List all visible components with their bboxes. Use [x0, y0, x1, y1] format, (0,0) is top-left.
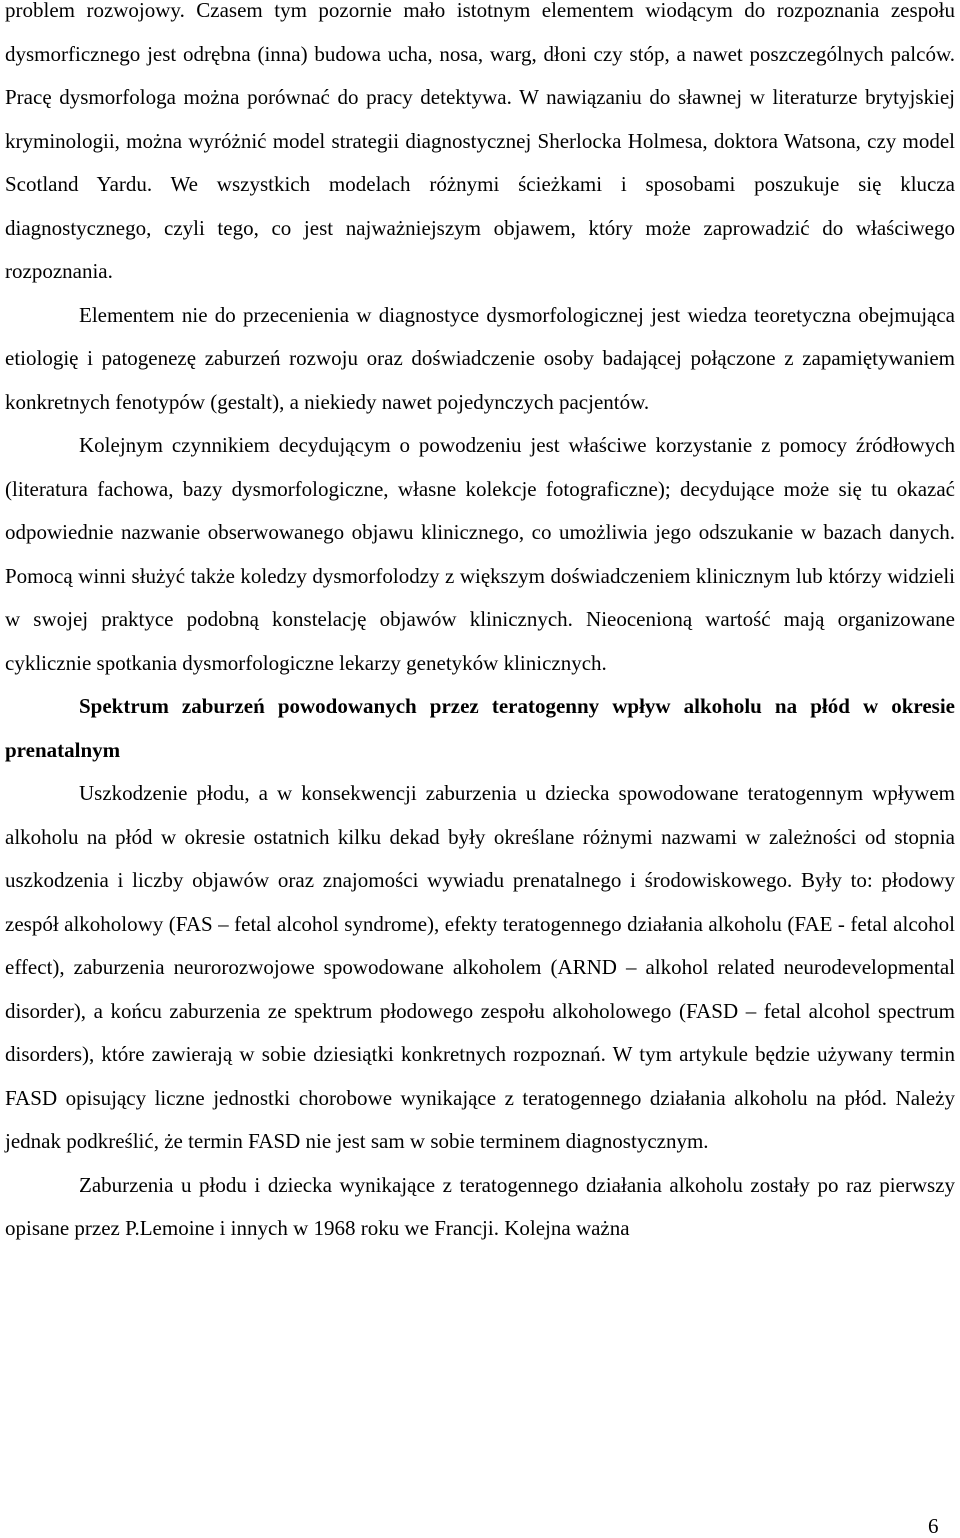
paragraph-first-description: Zaburzenia u płodu i dziecka wynikające z teratogennego działania alkoholu zostały po raz pierwszy opisane przez P.Lemoine i innych w 1968 roku we Francji. Kolejna ważna: [5, 1172, 955, 1240]
paragraph-source-aids: Kolejnym czynnikiem decydującym o powodzeniu jest właściwe korzystanie z pomocy źródłowych (literatura fachowa, bazy dysmorfologiczne, własne kolekcje fotograficzne); decydujące może się tu okazać odpowiednie nazwanie obserwowanego objawu klinicznego, co umożliwia jego odszukanie w bazach danych. Pomocą winni służyć także koledzy dysmorfolodzy z większym doświadczeniem klinicznym lub którzy widzieli w swojej praktyce podobną konstelację objawów klinicznych. Nieocenioną wartość mają organizowane cyklicznie spotkania dysmorfologiczne lekarzy genetyków klinicznych.: [5, 433, 955, 675]
section-heading: Spektrum zaburzeń powodowanych przez teratogenny wpływ alkoholu na płód w okresie prenatalnym: [5, 694, 955, 762]
page-number: 6: [928, 1514, 939, 1538]
paragraph-continuation: problem rozwojowy. Czasem tym pozornie mało istotnym elementem wiodącym do rozpoznania zespołu dysmorficznego jest odrębna (inna) budowa ucha, nosa, warg, dłoni czy stóp, a nawet poszczególnych palców. Pracę dysmorfologa można porównać do pracy detektywa. W nawiązaniu do sławnej w literaturze brytyjskiej kryminologii, można wyróżnić model strategii diagnostycznej Sherlocka Holmesa, doktora Watsona, czy model Scotland Yardu. We wszystkich modelach różnymi ścieżkami i sposobami poszukuje się klucza diagnostycznego, czyli tego, co jest najważniejszym objawem, który może zaprowadzić do właściwego rozpoznania.: [5, 0, 955, 283]
document-page: [5, 0, 955, 1251]
paragraph-diagnostics-knowledge: Elementem nie do przecenienia w diagnostyce dysmorfologicznej jest wiedza teoretyczna obejmująca etiologię i patogenezę zaburzeń rozwoju oraz doświadczenie osoby badającej połączone z zapamiętywaniem konkretnych fenotypów (gestalt), a niekiedy nawet pojedynczych pacjentów.: [5, 302, 955, 414]
paragraph-fetal-damage: Uszkodzenie płodu, a w konsekwencji zaburzenia u dziecka spowodowane teratogennym wpływem alkoholu na płód w okresie ostatnich kilku dekad były określane różnymi nazwami w zależności od stopnia uszkodzenia i liczby objawów oraz znajomości wywiadu prenatalnego i środowiskowego. Były to: płodowy zespół alkoholowy (FAS – fetal alcohol syndrome), efekty teratogennego działania alkoholu (FAE - fetal alcohol effect), zaburzenia neurorozwojowe spowodowane alkoholem (ARND – alkohol related neurodevelopmental disorder), a końcu zaburzenia ze spektrum płodowego zespołu alkoholowego (FASD – fetal alcohol spectrum disorders), które zawierają w sobie dziesiątki konkretnych rozpoznań. W tym artykule będzie używany termin FASD opisujący liczne jednostki chorobowe wynikające z teratogennego działania alkoholu na płód. Należy jednak podkreślić, że termin FASD nie jest sam w sobie terminem diagnostycznym.: [5, 781, 955, 1153]
